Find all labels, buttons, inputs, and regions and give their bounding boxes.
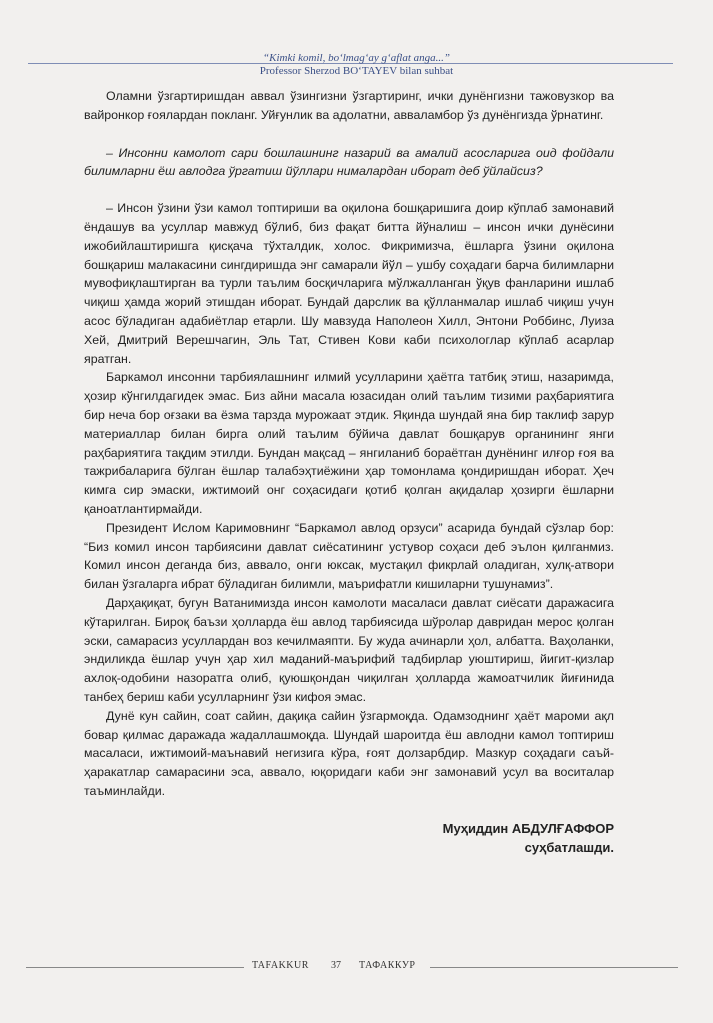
- page-number: 37: [331, 960, 341, 971]
- page-footer: [0, 960, 713, 974]
- article-body: [84, 87, 614, 857]
- paragraph: Оламни ўзгартиришдан аввал ўзингизни ўзгартиринг, ички дунёнгизни тажовузкор ва вайронкор ғоялардан покланг. Уйғунлик ва адолатни, авваламбор ўз дунёнгизда ўрнатинг.: [84, 89, 614, 122]
- footer-left-rule: [26, 967, 244, 968]
- paragraph: – Инсон ўзини ўзи камол топтириши ва оқилона бошқаришига доир кўплаб замонавий ёндашув ва усуллар мавжуд бўлиб, биз фақат битта йўналиш – инсон ички дунёсини ижобийлаштиришга қисқача тўхталдик, холос. Фикримизча, ёшларга ўзини оқилона бошқариш малакасини сингдиришда энг самарали йўл – ушбу соҳадаги барча билимларни мувофиқлаштирган ва турли таълим босқичларига мўлжалланган ўқув фанларини ишлаб чиқиш ҳамда жорий этишдан иборат. Бундай дарслик ва қўлланмалар ишлаб чиқиш учун асос бўладиган адабиётлар етарли. Шу мавзуда Наполеон Хилл, Энтони Роббинс, Луиза Хей, Дмитрий Верешчагин, Эль Тат, Стивен Кови каби психологлар кўплаб асарлар яратган.: [84, 201, 614, 366]
- running-header: [0, 44, 713, 82]
- footer-right-rule: [430, 967, 678, 968]
- header-epigraph: “Kimki komil, bo‘lmag‘ay g‘aflat anga...”: [263, 52, 450, 64]
- paragraph: Баркамол инсонни тарбиялашнинг илмий усулларини ҳаётга татбиқ этиш, назаримда, ҳозир кўнгилдагидек эмас. Биз айни масала юзасидан олий таълим тизими раҳбариятига бир неча бор оғзаки ва ёзма тарзда мурожаат этдик. Яқинда шундай яна бир таклиф зарур материаллар билан бирга олий таълим бўйича давлат бошқарув органининг янги раҳбариятига тақдим этилди. Бундан мақсад – янгиланиб бораётган дунёнинг илғор ғоя ва тажрибаларига бўлган ёшлар талабэҳтиёжини ҳар томонлама қондиришдан иборат. Ҳеч кимга сир эмаски, ижтимоий онг соҳасидаги қотиб қолган ақидалар ҳозирги ёшларни қаноатлантирмайди.: [84, 370, 614, 516]
- signature-block: [84, 819, 614, 857]
- paragraph: Президент Ислом Каримовнинг “Баркамол авлод орзуси” асарида бундай сўзлар бор: “Биз комил инсон тарбиясини давлат сиёсатининг устувор соҳаси деб эълон қилганмиз. Комил инсон деганда биз, аввало, онги юксак, мустақил фикрлай оладиган, хулқ-атвори билан ўзгаларга ибрат бўладиган билимли, маърифатли кишиларни тушунамиз”.: [84, 520, 614, 592]
- interviewer-role: суҳбатлашди.: [524, 839, 614, 855]
- paragraph: Дунё кун сайин, соат сайин, дақиқа сайин ўзгармоқда. Одамзоднинг ҳаёт мароми ақл бовар қилмас даражада жадаллашмоқда. Шундай шароитда ёш авлодни камол топтириш масаласи, ижтимоий-маънавий негизига кўра, ғоят долзарбдир. Мазкур соҳадаги саъй-ҳаракатлар самарасини эса, аввало, юқоридаги каби энг замонавий усул ва воситалар таъминлайди.: [84, 708, 614, 798]
- footer-title-cyrillic: ТАФАККУР: [359, 960, 416, 971]
- header-subtitle: Professor Sherzod BO‘TAYEV bilan suhbat: [259, 65, 454, 77]
- footer-title-latin: TAFAKKUR: [252, 960, 309, 971]
- interview-question: – Инсонни камолот сари бошлашнинг назарий ва амалий асосларига оид фойдали билимларни ёш авлодга ўргатиш йўллари нималардан иборат деб ўйлайсиз?: [84, 145, 614, 179]
- paragraph: Дарҳақиқат, бугун Ватанимизда инсон камолоти масаласи давлат сиёсати даражасига кўтарилган. Бироқ баъзи ҳолларда ёш авлод тарбиясида шўролар давридан мерос қолган эски, самарасиз усуллардан воз кечилмаяпти. Бу жуда ачинарли ҳол, албатта. Ваҳоланки, эндиликда ёшлар учун ҳар хил маданий-маърифий тадбирлар уюштириш, йигит-қизлар ахлоқ-одобини назоратга олиб, қуюшқондан чиқилган ҳолларда жамоатчилик йиғинида танбеҳ бериш каби усулларнинг ўзи кифоя эмас.: [84, 595, 614, 704]
- interviewer-name: Муҳиддин АБДУЛҒАФФОР: [442, 820, 614, 836]
